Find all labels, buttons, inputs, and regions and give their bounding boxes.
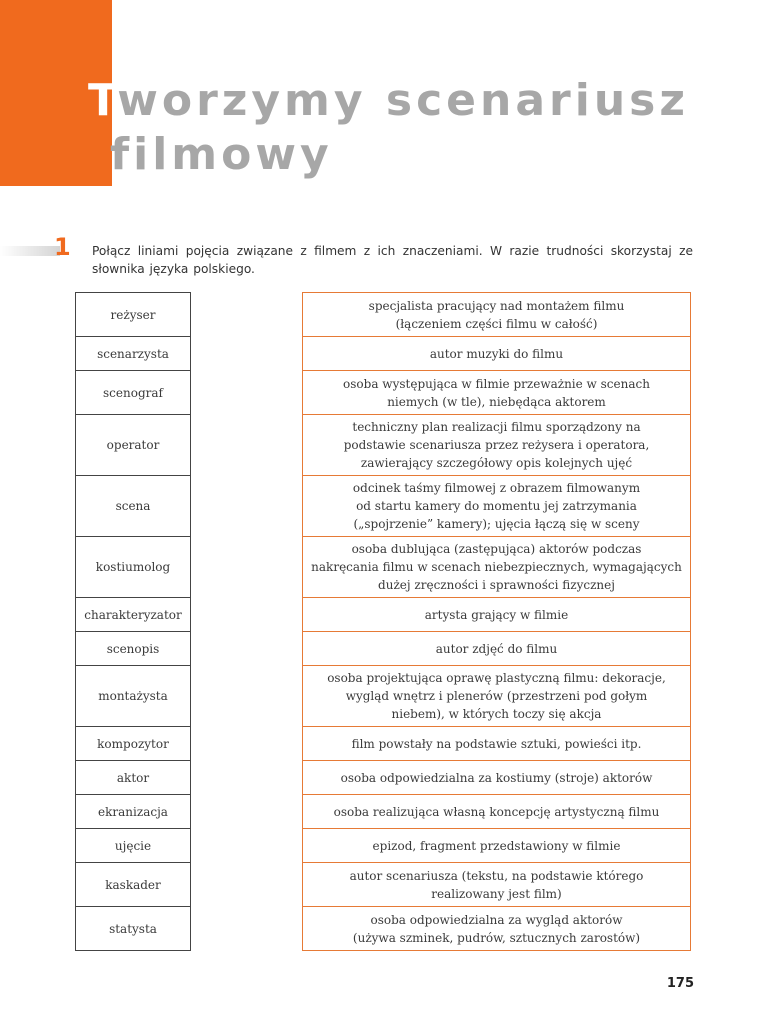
page-title — [88, 74, 688, 182]
term-cell[interactable]: kostiumolog — [76, 537, 191, 598]
definition-cell[interactable]: techniczny plan realizacji filmu sporządzony na podstawie scenariusza przez reżysera i operatora, zawierający szczegółowy opis kolejnych ujęć — [303, 415, 691, 476]
task-number: 1 — [54, 233, 71, 261]
term-cell[interactable]: scena — [76, 476, 191, 537]
definition-row — [303, 537, 691, 598]
task-instruction: Połącz liniami pojęcia związane z filmem z ich znaczeniami. W razie trudności skorzystaj ze słownika języka polskiego. — [92, 244, 693, 276]
definitions-table — [302, 292, 691, 951]
term-row — [76, 293, 191, 337]
term-row — [76, 632, 191, 666]
definition-cell[interactable]: osoba realizująca własną koncepcję artystyczną filmu — [303, 795, 691, 829]
definition-row — [303, 761, 691, 795]
term-cell[interactable]: kompozytor — [76, 727, 191, 761]
definition-row — [303, 727, 691, 761]
definition-row — [303, 476, 691, 537]
definition-cell[interactable]: autor muzyki do filmu — [303, 337, 691, 371]
term-cell[interactable]: kaskader — [76, 863, 191, 907]
term-cell[interactable]: operator — [76, 415, 191, 476]
definition-row — [303, 907, 691, 951]
definition-cell[interactable]: osoba dublująca (zastępująca) aktorów podczas nakręcania filmu w scenach niebezpiecznych, wymagających dużej zręczności i sprawności fizycznej — [303, 537, 691, 598]
term-row — [76, 598, 191, 632]
definition-row — [303, 632, 691, 666]
definition-row — [303, 666, 691, 727]
term-row — [76, 795, 191, 829]
title-line-1-text: worzymy scenariusz — [117, 75, 689, 126]
page-number: 175 — [666, 976, 694, 991]
definition-cell[interactable]: specjalista pracujący nad montażem filmu (łączeniem części filmu w całość) — [303, 293, 691, 337]
term-row — [76, 415, 191, 476]
term-cell[interactable]: reżyser — [76, 293, 191, 337]
term-cell[interactable]: statysta — [76, 907, 191, 951]
definition-cell[interactable]: osoba występująca w filmie przeważnie w scenach niemych (w tle), niebędąca aktorem — [303, 371, 691, 415]
definition-row — [303, 371, 691, 415]
term-row — [76, 727, 191, 761]
term-row — [76, 829, 191, 863]
definition-cell[interactable]: autor zdjęć do filmu — [303, 632, 691, 666]
term-cell[interactable]: scenarzysta — [76, 337, 191, 371]
definition-row — [303, 863, 691, 907]
task-gradient-bar — [0, 246, 60, 256]
definition-cell[interactable]: artysta grający w filmie — [303, 598, 691, 632]
title-line-2: filmowy — [110, 129, 333, 180]
definition-cell[interactable]: osoba odpowiedzialna za wygląd aktorów (używa szminek, pudrów, sztucznych zarostów) — [303, 907, 691, 951]
term-cell[interactable]: montażysta — [76, 666, 191, 727]
terms-table — [75, 292, 191, 951]
term-row — [76, 476, 191, 537]
term-cell[interactable]: scenograf — [76, 371, 191, 415]
definition-cell[interactable]: autor scenariusza (tekstu, na podstawie którego realizowany jest film) — [303, 863, 691, 907]
definition-cell[interactable]: film powstały na podstawie sztuki, powieści itp. — [303, 727, 691, 761]
definition-row — [303, 293, 691, 337]
definition-row — [303, 337, 691, 371]
definition-cell[interactable]: osoba odpowiedzialna za kostiumy (stroje) aktorów — [303, 761, 691, 795]
term-row — [76, 907, 191, 951]
term-row — [76, 337, 191, 371]
title-line-1 — [88, 74, 688, 128]
term-row — [76, 863, 191, 907]
term-cell[interactable]: ujęcie — [76, 829, 191, 863]
definition-row — [303, 598, 691, 632]
term-row — [76, 371, 191, 415]
term-cell[interactable]: scenopis — [76, 632, 191, 666]
definition-cell[interactable]: osoba projektująca oprawę plastyczną filmu: dekoracje, wygląd wnętrz i plenerów (przestrzeni pod gołym niebem), w których toczy się akcja — [303, 666, 691, 727]
title-first-letter: T — [88, 75, 118, 126]
definition-row — [303, 795, 691, 829]
definition-cell[interactable]: epizod, fragment przedstawiony w filmie — [303, 829, 691, 863]
term-row — [76, 761, 191, 795]
term-cell[interactable]: ekranizacja — [76, 795, 191, 829]
term-row — [76, 666, 191, 727]
term-cell[interactable]: aktor — [76, 761, 191, 795]
term-cell[interactable]: charakteryzator — [76, 598, 191, 632]
term-row — [76, 537, 191, 598]
definition-row — [303, 829, 691, 863]
definition-cell[interactable]: odcinek taśmy filmowej z obrazem filmowanym od startu kamery do momentu jej zatrzymania („spojrzenie” kamery); ujęcia łączą się w sceny — [303, 476, 691, 537]
definition-row — [303, 415, 691, 476]
